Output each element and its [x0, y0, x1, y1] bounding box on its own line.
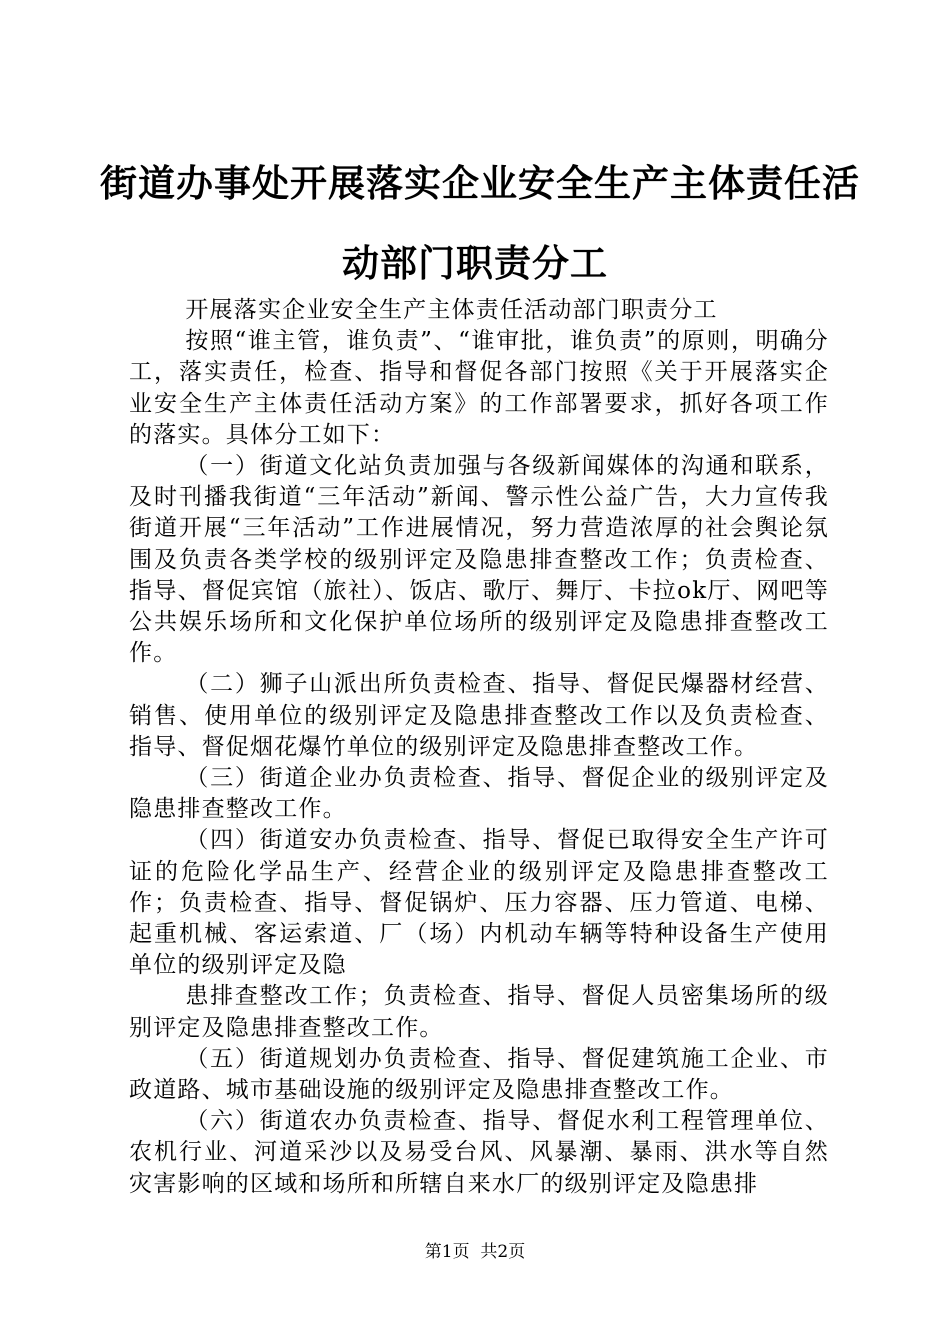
- paragraph-subtitle: 开展落实企业安全生产主体责任活动部门职责分工: [185, 297, 718, 323]
- page-footer: 第1页 共2页: [424, 1242, 526, 1262]
- document-body: [129, 295, 829, 1200]
- paragraph-item-4: （四）街道安办负责检查、指导、督促已取得安全生产许可证的危险化学品生产、经营企业的级别评定及隐患排查整改工作；负责检查、指导、督促锅炉、压力容器、压力管道、电梯、起重机械、客运索道、厂（场）内机动车辆等特种设备生产使用单位的级别评定及隐: [129, 827, 829, 979]
- paragraph-item-5: （五）街道规划办负责检查、指导、督促建筑施工企业、市政道路、城市基础设施的级别评定及隐患排查整改工作。: [129, 1045, 829, 1104]
- paragraph-item-3: （三）街道企业办负责检查、指导、督促企业的级别评定及隐患排查整改工作。: [129, 765, 829, 823]
- document-title-line-1: 街道办事处开展落实企业安全生产主体责任活: [100, 161, 860, 205]
- paragraph-item-6: （六）街道农办负责检查、指导、督促水利工程管理单位、农机行业、河道采沙以及易受台风、风暴潮、暴雨、洪水等自然灾害影响的区域和场所和所辖自来水厂的级别评定及隐患排: [129, 1108, 829, 1197]
- document-title-line-2: 动部门职责分工: [342, 241, 608, 285]
- paragraph-item-4-continued: 患排查整改工作；负责检查、指导、督促人员密集场所的级别评定及隐患排查整改工作。: [129, 983, 829, 1041]
- paragraph-item-1: （一）街道文化站负责加强与各级新闻媒体的沟通和联系，及时刊播我街道“三年活动”新闻、警示性公益广告，大力宣传我街道开展“三年活动”工作进展情况，努力营造浓厚的社会舆论氛围及负责各类学校的级别评定及隐患排查整改工作；负责检查、指导、督促宾馆（旅社）、饭店、歌厅、舞厅、卡拉ok厅、网吧等公共娱乐场所和文化保护单位场所的级别评定及隐患排查整改工作。: [129, 453, 829, 667]
- paragraph-intro: 按照“谁主管，谁负责”、“谁审批，谁负责”的原则，明确分工，落实责任，检查、指导和督促各部门按照《关于开展落实企业安全生产主体责任活动方案》的工作部署要求，抓好各项工作的落实。具体分工如下：: [129, 328, 829, 448]
- paragraph-item-2: （二）狮子山派出所负责检查、指导、督促民爆器材经营、销售、使用单位的级别评定及隐患排查整改工作以及负责检查、指导、督促烟花爆竹单位的级别评定及隐患排查整改工作。: [129, 671, 829, 760]
